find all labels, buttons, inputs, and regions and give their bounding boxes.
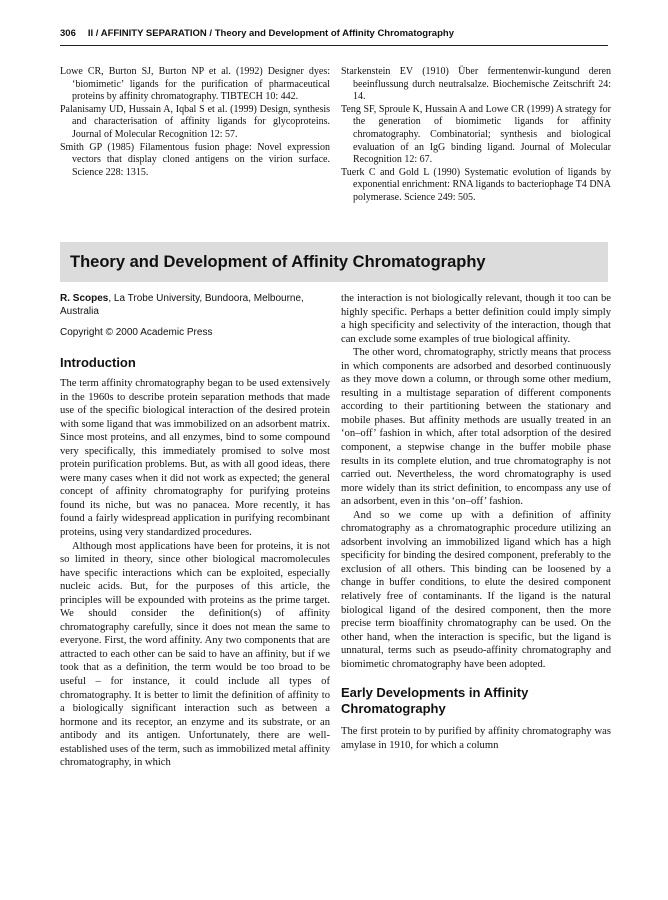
body-paragraph: The other word, chromatography, strictly means that process in which components are adsorbed and desorbed continuously as they move down a column, or through some other medium, resulting in a multistage separation of different components according to their partitioning between the stationary and mobile phases. But affinity methods are usually treated in an ‘on–off’ fashion in which, after total adsorption of the desired component, a stepwise change in the buffer mobile phase results in its complete elution, and true chromatography is not carried out. Nevertheless, the word chromatography is used more widely than its strict definition, to encompass any use of an adsorbent, even in this ‘on–off’ fashion.	[341, 347, 611, 508]
reference-item: Tuerk C and Gold L (1990) Systematic evolution of ligands by exponential enrichment: RNA ligands to bacteriophage T4 DNA polymerase. Science 249: 505.	[341, 166, 611, 203]
page-number: 306	[60, 28, 76, 39]
reference-item: Teng SF, Sproule K, Hussain A and Lowe CR (1999) A strategy for the generation of biomimetic ligands for affinity chromatography. Combinatorial; synthesis and biological evaluation of an IgG binding ligand. Journal of Molecular Recognition 12: 67.	[341, 103, 611, 166]
section-heading-early-developments: Early Developments in Affinity Chromatography	[341, 685, 529, 717]
author-affiliation: , La Trobe University, Bundoora, Melbourne, Australia	[60, 293, 304, 317]
article-title: Theory and Development of Affinity Chromatography	[70, 253, 486, 271]
body-paragraph: The term affinity chromatography began to be used extensively in the 1960s to describe protein separation methods that made use of the specific biological interaction of the desired protein with some ligand that was immobilized on an adsorbent matrix. Since most proteins, and all enzymes, bind to some compound very specifically, this immediately promised to solve most protein purification problems. But, as with all good ideas, there were many cases when it did not work as expected; the general concept of affinity chromatography for purifying proteins found its niche, but was no panacea. More recently, it has found a fairly widespread application in purifying recombinant proteins, using very standardized procedures.	[60, 378, 330, 539]
article-title-banner	[60, 242, 608, 282]
body-paragraph: Although most applications have been for proteins, it is not so limited in theory, since other biological macromolecules have specific interactions which can be exploited, especially nucleic acids. But, for the purposes of this article, the principles will be expounded with proteins as the prime target. We should consider the definition(s) of affinity chromatography carefully, since it does not mean the same to everyone. First, the word affinity. Any two components that are attracted to each other can be said to have an affinity, but if we took that as a definition, the term would be too broad to be useful – for instance, it could include all types of chromatography. It is better to limit the definition of affinity to a biologically significant interaction such as between a hormone and its receptor, an enzyme and its substrate, or an antibody and its antigen. Unfortunately, there are well-established uses of the term, such as immobilized metal affinity chromatography, in which	[60, 540, 330, 769]
author-name: R. Scopes	[60, 293, 109, 304]
body-paragraph: the interaction is not biologically relevant, though it too can be highly specific. Perhaps a better definition could imply simply a high specificity and selectivity of the interaction, though that can exclude some examples of true biological affinity.	[341, 293, 611, 345]
body-paragraph: The first protein to by purified by affinity chromatography was amylase in 1910, for which a column	[341, 726, 611, 751]
section-heading-introduction: Introduction	[60, 355, 136, 370]
reference-item: Palanisamy UD, Hussain A, Iqbal S et al. (1999) Design, synthesis and characterisation of affinity ligands for glycoproteins. Journal of Molecular Recognition 12: 57.	[60, 103, 330, 140]
body-paragraph: And so we come up with a definition of affinity chromatography as a chromatographic procedure utilizing an adsorbent involving an immobilized ligand which has a high specificity for binding the desired component, preferably to the exclusion of all others. This binding can be loosened by a change in buffer conditions, to elute the desired component relatively free of contaminants. If the ligand is the natural biological ligand of the desired component, then the more precise term bioaffinity chromatography can be used. On the other hand, when the interaction is specific, but the ligand is unnatural, terms such as pseudo-affinity chromatography and biomimetic chromatography have been adopted.	[341, 509, 611, 670]
reference-item: Smith GP (1985) Filamentous fusion phage: Novel expression vectors that display cloned antigens on the virion surface. Science 228: 1315.	[60, 141, 330, 178]
running-title: II / AFFINITY SEPARATION / Theory and Development of Affinity Chromatography	[87, 28, 454, 39]
reference-item: Starkenstein EV (1910) Über fermentenwir-kungund deren beeinflussung durch neutralsalze. Biochemische Zeitschrift 24: 14.	[341, 66, 611, 103]
article-column-right	[341, 292, 611, 752]
copyright-notice: Copyright © 2000 Academic Press	[60, 327, 213, 338]
references-left	[60, 66, 330, 179]
references-right	[341, 66, 611, 205]
running-header	[60, 28, 608, 46]
reference-item: Lowe CR, Burton SJ, Burton NP et al. (1992) Designer dyes: ‘biomimetic’ ligands for the purification of pharmaceutical proteins by affinity chromatography. TIBTECH 10: 442.	[60, 66, 330, 103]
author-line	[60, 292, 330, 318]
article-column-left	[60, 292, 330, 770]
